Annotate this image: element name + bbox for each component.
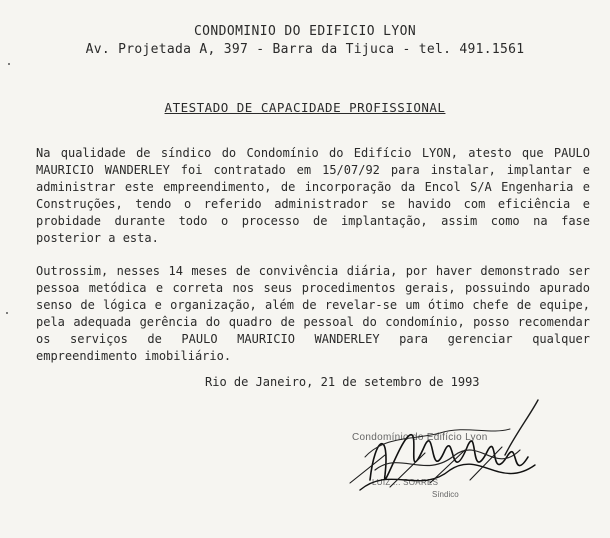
letterhead-address: Av. Projetada A, 397 - Barra da Tijuca - tel. 491.1561: [85, 42, 525, 57]
date-line: Rio de Janeiro, 21 de setembro de 1993: [205, 375, 480, 389]
handwritten-signature: [330, 395, 570, 505]
stamp-condominium-name: Condomínio do Edifício Lyon: [352, 432, 488, 443]
document-title: ATESTADO DE CAPACIDADE PROFISSIONAL: [164, 100, 446, 115]
stamp-signer-role: Síndico: [432, 490, 459, 499]
letterhead-title: CONDOMINIO DO EDIFICIO LYON: [193, 24, 417, 39]
body-paragraph-1: Na qualidade de síndico do Condomínio do Edifício LYON, atesto que PAULO MAURICIO WANDERLEY foi contratado em 15/07/92 para instalar, implantar e administrar este empreendimento, de incorporação da Encol S/A Engenharia e Construções, tendo o referido administrador se havido com eficiência e probidade durante todo o processo de implantação, assim como na fase posterior a esta.: [36, 146, 590, 245]
body-paragraph-2: Outrossim, nesses 14 meses de convivência diária, por haver demonstrado ser pessoa metódica e correta nos seus procedimentos gerais, possuindo apurado senso de lógica e organização, além de revelar-se um ótimo chefe de equipe, pela adequada gerência do quadro de pessoal do condomínio, posso recomendar os serviços de PAULO MAURICIO WANDERLEY para gerenciar qualquer empreendimento imobiliário.: [36, 264, 590, 363]
scan-speck: [6, 312, 8, 314]
stamp-signer-name: LUIZ ... SOARES: [372, 478, 439, 487]
scan-speck: [8, 63, 10, 65]
